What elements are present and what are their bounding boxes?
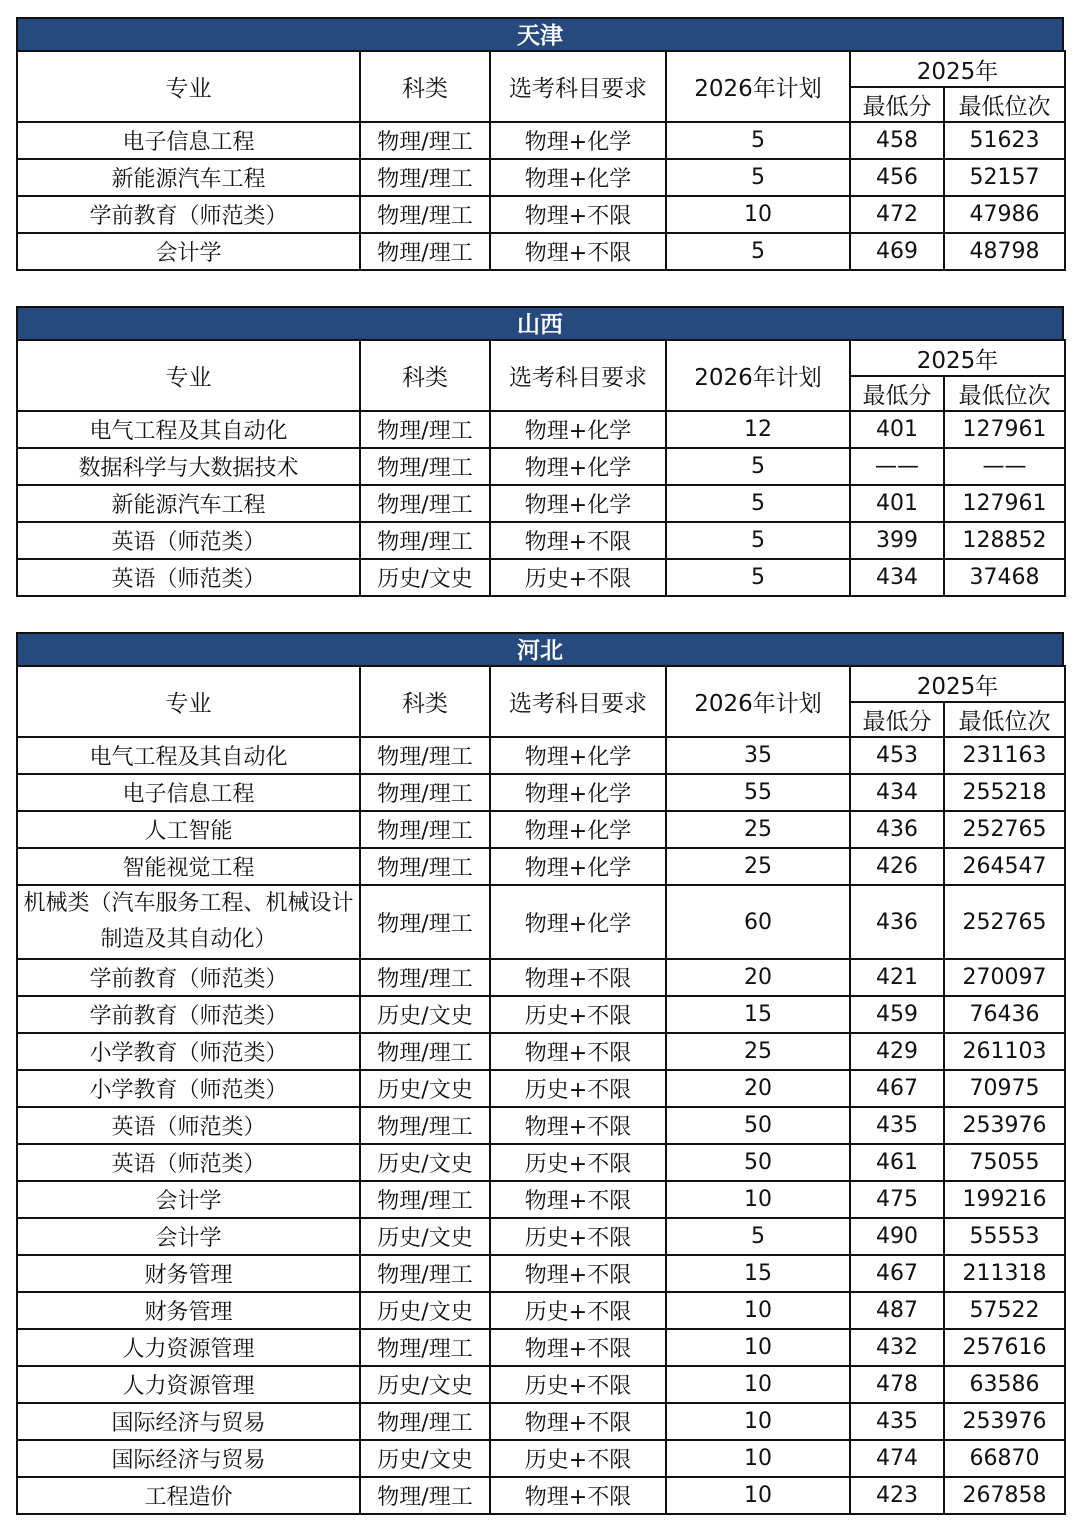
cell-min-score: 401 xyxy=(850,485,944,522)
cell-major: 小学教育（师范类） xyxy=(17,1033,360,1070)
cell-min-score: 435 xyxy=(850,1107,944,1144)
cell-subjects: 物理+化学 xyxy=(490,774,666,811)
cell-major: 会计学 xyxy=(17,1218,360,1255)
header-min-score: 最低分 xyxy=(850,702,944,737)
admission-table xyxy=(16,50,1066,271)
cell-major: 英语（师范类） xyxy=(17,559,360,596)
cell-category: 物理/理工 xyxy=(360,1403,490,1440)
cell-plan: 25 xyxy=(666,811,850,848)
cell-min-rank: 55553 xyxy=(944,1218,1065,1255)
cell-min-score: 475 xyxy=(850,1181,944,1218)
cell-subjects: 历史+不限 xyxy=(490,1070,666,1107)
cell-plan: 15 xyxy=(666,996,850,1033)
cell-min-score: 435 xyxy=(850,1403,944,1440)
table-row xyxy=(17,1329,1065,1366)
cell-min-rank: 252765 xyxy=(944,811,1065,848)
cell-category: 物理/理工 xyxy=(360,1181,490,1218)
cell-plan: 10 xyxy=(666,1440,850,1477)
table-row xyxy=(17,737,1065,774)
header-category: 科类 xyxy=(360,340,490,411)
cell-min-score: 436 xyxy=(850,811,944,848)
cell-major: 电子信息工程 xyxy=(17,122,360,159)
cell-min-rank: 63586 xyxy=(944,1366,1065,1403)
cell-min-score: —— xyxy=(850,448,944,485)
cell-plan: 5 xyxy=(666,522,850,559)
table-header xyxy=(17,340,1065,411)
table-row xyxy=(17,1403,1065,1440)
cell-category: 历史/文史 xyxy=(360,1440,490,1477)
cell-plan: 50 xyxy=(666,1107,850,1144)
cell-major: 英语（师范类） xyxy=(17,1144,360,1181)
cell-category: 物理/理工 xyxy=(360,848,490,885)
cell-subjects: 物理+不限 xyxy=(490,1477,666,1514)
cell-plan: 15 xyxy=(666,1255,850,1292)
table-row xyxy=(17,1255,1065,1292)
cell-major: 学前教育（师范类） xyxy=(17,959,360,996)
cell-category: 物理/理工 xyxy=(360,1329,490,1366)
cell-major: 新能源汽车工程 xyxy=(17,485,360,522)
cell-min-score: 456 xyxy=(850,159,944,196)
cell-plan: 5 xyxy=(666,559,850,596)
cell-category: 历史/文史 xyxy=(360,1218,490,1255)
cell-subjects: 物理+不限 xyxy=(490,1255,666,1292)
cell-min-score: 458 xyxy=(850,122,944,159)
cell-major: 新能源汽车工程 xyxy=(17,159,360,196)
cell-min-rank: 127961 xyxy=(944,411,1065,448)
cell-category: 物理/理工 xyxy=(360,1107,490,1144)
header-year: 2025年 xyxy=(850,340,1065,376)
cell-min-score: 423 xyxy=(850,1477,944,1514)
table-row xyxy=(17,485,1065,522)
cell-plan: 25 xyxy=(666,1033,850,1070)
cell-major: 学前教育（师范类） xyxy=(17,996,360,1033)
cell-major: 电气工程及其自动化 xyxy=(17,737,360,774)
cell-subjects: 物理+不限 xyxy=(490,1181,666,1218)
header-subjects: 选考科目要求 xyxy=(490,51,666,122)
cell-min-rank: 261103 xyxy=(944,1033,1065,1070)
cell-min-rank: 257616 xyxy=(944,1329,1065,1366)
cell-plan: 5 xyxy=(666,122,850,159)
cell-category: 物理/理工 xyxy=(360,122,490,159)
cell-min-rank: 199216 xyxy=(944,1181,1065,1218)
header-major: 专业 xyxy=(17,51,360,122)
cell-category: 物理/理工 xyxy=(360,196,490,233)
table-row xyxy=(17,1107,1065,1144)
cell-major: 工程造价 xyxy=(17,1477,360,1514)
cell-plan: 20 xyxy=(666,959,850,996)
province-table-block xyxy=(16,632,1064,1515)
cell-min-rank: 75055 xyxy=(944,1144,1065,1181)
cell-major: 会计学 xyxy=(17,1181,360,1218)
cell-category: 物理/理工 xyxy=(360,774,490,811)
cell-min-rank: 66870 xyxy=(944,1440,1065,1477)
header-row xyxy=(17,51,1065,87)
cell-min-score: 490 xyxy=(850,1218,944,1255)
cell-subjects: 物理+不限 xyxy=(490,522,666,559)
cell-plan: 10 xyxy=(666,1403,850,1440)
province-title: 河北 xyxy=(16,632,1064,665)
table-row xyxy=(17,233,1065,270)
cell-min-rank: 211318 xyxy=(944,1255,1065,1292)
cell-subjects: 物理+不限 xyxy=(490,233,666,270)
cell-min-rank: 37468 xyxy=(944,559,1065,596)
cell-category: 历史/文史 xyxy=(360,559,490,596)
province-title: 山西 xyxy=(16,306,1064,339)
cell-min-rank: 267858 xyxy=(944,1477,1065,1514)
cell-plan: 10 xyxy=(666,1181,850,1218)
table-row xyxy=(17,1440,1065,1477)
cell-category: 历史/文史 xyxy=(360,996,490,1033)
cell-major: 英语（师范类） xyxy=(17,522,360,559)
header-min-rank: 最低位次 xyxy=(944,376,1065,411)
cell-major: 国际经济与贸易 xyxy=(17,1403,360,1440)
cell-category: 物理/理工 xyxy=(360,959,490,996)
cell-min-rank: 253976 xyxy=(944,1403,1065,1440)
cell-min-rank: 270097 xyxy=(944,959,1065,996)
cell-min-score: 478 xyxy=(850,1366,944,1403)
cell-plan: 20 xyxy=(666,1070,850,1107)
header-category: 科类 xyxy=(360,666,490,737)
table-row xyxy=(17,1218,1065,1255)
cell-major: 机械类（汽车服务工程、机械设计制造及其自动化） xyxy=(17,885,360,959)
table-row xyxy=(17,1181,1065,1218)
cell-min-score: 487 xyxy=(850,1292,944,1329)
cell-category: 历史/文史 xyxy=(360,1144,490,1181)
cell-subjects: 历史+不限 xyxy=(490,1218,666,1255)
cell-category: 物理/理工 xyxy=(360,485,490,522)
table-row xyxy=(17,959,1065,996)
cell-plan: 50 xyxy=(666,1144,850,1181)
cell-subjects: 历史+不限 xyxy=(490,1366,666,1403)
table-row xyxy=(17,1033,1065,1070)
header-min-rank: 最低位次 xyxy=(944,702,1065,737)
header-plan: 2026年计划 xyxy=(666,51,850,122)
cell-subjects: 历史+不限 xyxy=(490,996,666,1033)
cell-major: 财务管理 xyxy=(17,1292,360,1329)
header-min-score: 最低分 xyxy=(850,87,944,122)
table-row xyxy=(17,811,1065,848)
cell-plan: 55 xyxy=(666,774,850,811)
header-category: 科类 xyxy=(360,51,490,122)
cell-min-score: 467 xyxy=(850,1255,944,1292)
cell-min-rank: 76436 xyxy=(944,996,1065,1033)
header-subjects: 选考科目要求 xyxy=(490,340,666,411)
cell-major: 会计学 xyxy=(17,233,360,270)
cell-category: 物理/理工 xyxy=(360,1033,490,1070)
cell-subjects: 物理+化学 xyxy=(490,885,666,959)
cell-subjects: 物理+化学 xyxy=(490,122,666,159)
cell-subjects: 物理+化学 xyxy=(490,159,666,196)
cell-subjects: 物理+化学 xyxy=(490,737,666,774)
table-row xyxy=(17,1144,1065,1181)
cell-plan: 5 xyxy=(666,233,850,270)
cell-subjects: 历史+不限 xyxy=(490,1440,666,1477)
header-year: 2025年 xyxy=(850,666,1065,702)
cell-category: 历史/文史 xyxy=(360,1292,490,1329)
cell-subjects: 物理+化学 xyxy=(490,448,666,485)
cell-min-score: 474 xyxy=(850,1440,944,1477)
cell-plan: 60 xyxy=(666,885,850,959)
province-table-block xyxy=(16,306,1064,597)
cell-major: 人力资源管理 xyxy=(17,1366,360,1403)
cell-subjects: 物理+不限 xyxy=(490,1033,666,1070)
cell-subjects: 历史+不限 xyxy=(490,1144,666,1181)
cell-major: 学前教育（师范类） xyxy=(17,196,360,233)
cell-min-rank: 253976 xyxy=(944,1107,1065,1144)
cell-category: 物理/理工 xyxy=(360,885,490,959)
header-min-rank: 最低位次 xyxy=(944,87,1065,122)
table-header xyxy=(17,51,1065,122)
province-title: 天津 xyxy=(16,17,1064,50)
cell-min-rank: 48798 xyxy=(944,233,1065,270)
cell-min-score: 467 xyxy=(850,1070,944,1107)
cell-subjects: 历史+不限 xyxy=(490,1292,666,1329)
cell-major: 财务管理 xyxy=(17,1255,360,1292)
cell-subjects: 物理+不限 xyxy=(490,1329,666,1366)
header-row xyxy=(17,340,1065,376)
cell-category: 历史/文史 xyxy=(360,1070,490,1107)
cell-min-rank: 51623 xyxy=(944,122,1065,159)
table-row xyxy=(17,1292,1065,1329)
cell-min-rank: 231163 xyxy=(944,737,1065,774)
table-row xyxy=(17,774,1065,811)
cell-category: 物理/理工 xyxy=(360,1255,490,1292)
cell-min-score: 432 xyxy=(850,1329,944,1366)
cell-min-score: 401 xyxy=(850,411,944,448)
cell-min-score: 472 xyxy=(850,196,944,233)
cell-min-score: 434 xyxy=(850,559,944,596)
cell-category: 物理/理工 xyxy=(360,448,490,485)
cell-min-score: 436 xyxy=(850,885,944,959)
header-plan: 2026年计划 xyxy=(666,340,850,411)
cell-major: 数据科学与大数据技术 xyxy=(17,448,360,485)
header-min-score: 最低分 xyxy=(850,376,944,411)
cell-major: 国际经济与贸易 xyxy=(17,1440,360,1477)
province-table-block xyxy=(16,17,1064,271)
cell-min-score: 426 xyxy=(850,848,944,885)
table-row xyxy=(17,159,1065,196)
cell-major: 小学教育（师范类） xyxy=(17,1070,360,1107)
cell-min-rank: 252765 xyxy=(944,885,1065,959)
cell-major: 电子信息工程 xyxy=(17,774,360,811)
table-row xyxy=(17,448,1065,485)
cell-min-rank: 57522 xyxy=(944,1292,1065,1329)
header-year: 2025年 xyxy=(850,51,1065,87)
cell-subjects: 物理+化学 xyxy=(490,811,666,848)
cell-min-score: 459 xyxy=(850,996,944,1033)
cell-min-score: 453 xyxy=(850,737,944,774)
cell-plan: 35 xyxy=(666,737,850,774)
cell-min-rank: 128852 xyxy=(944,522,1065,559)
admission-table xyxy=(16,339,1066,597)
cell-subjects: 物理+不限 xyxy=(490,1403,666,1440)
table-row xyxy=(17,1366,1065,1403)
cell-major: 智能视觉工程 xyxy=(17,848,360,885)
cell-min-rank: —— xyxy=(944,448,1065,485)
cell-min-score: 421 xyxy=(850,959,944,996)
table-row xyxy=(17,411,1065,448)
header-plan: 2026年计划 xyxy=(666,666,850,737)
cell-plan: 5 xyxy=(666,485,850,522)
cell-plan: 10 xyxy=(666,1329,850,1366)
cell-min-rank: 264547 xyxy=(944,848,1065,885)
cell-plan: 10 xyxy=(666,1366,850,1403)
cell-plan: 5 xyxy=(666,448,850,485)
cell-plan: 25 xyxy=(666,848,850,885)
header-major: 专业 xyxy=(17,340,360,411)
cell-subjects: 物理+化学 xyxy=(490,848,666,885)
table-row xyxy=(17,522,1065,559)
cell-category: 物理/理工 xyxy=(360,522,490,559)
cell-min-rank: 127961 xyxy=(944,485,1065,522)
table-row xyxy=(17,1070,1065,1107)
cell-subjects: 历史+不限 xyxy=(490,559,666,596)
table-body xyxy=(17,411,1065,596)
header-row xyxy=(17,666,1065,702)
cell-min-rank: 52157 xyxy=(944,159,1065,196)
cell-category: 物理/理工 xyxy=(360,159,490,196)
table-header xyxy=(17,666,1065,737)
cell-category: 物理/理工 xyxy=(360,1477,490,1514)
table-row xyxy=(17,559,1065,596)
cell-plan: 12 xyxy=(666,411,850,448)
cell-min-rank: 255218 xyxy=(944,774,1065,811)
cell-min-score: 434 xyxy=(850,774,944,811)
admission-table xyxy=(16,665,1066,1515)
table-row xyxy=(17,122,1065,159)
cell-plan: 10 xyxy=(666,196,850,233)
cell-major: 电气工程及其自动化 xyxy=(17,411,360,448)
cell-plan: 5 xyxy=(666,159,850,196)
header-major: 专业 xyxy=(17,666,360,737)
cell-subjects: 物理+化学 xyxy=(490,485,666,522)
cell-plan: 5 xyxy=(666,1218,850,1255)
table-row xyxy=(17,196,1065,233)
cell-category: 历史/文史 xyxy=(360,1366,490,1403)
cell-plan: 10 xyxy=(666,1477,850,1514)
cell-major: 英语（师范类） xyxy=(17,1107,360,1144)
cell-min-rank: 70975 xyxy=(944,1070,1065,1107)
table-body xyxy=(17,737,1065,1514)
table-row xyxy=(17,996,1065,1033)
cell-major: 人工智能 xyxy=(17,811,360,848)
cell-subjects: 物理+不限 xyxy=(490,196,666,233)
cell-category: 物理/理工 xyxy=(360,811,490,848)
cell-subjects: 物理+化学 xyxy=(490,411,666,448)
cell-category: 物理/理工 xyxy=(360,411,490,448)
cell-min-score: 461 xyxy=(850,1144,944,1181)
cell-subjects: 物理+不限 xyxy=(490,1107,666,1144)
table-body xyxy=(17,122,1065,270)
cell-major: 人力资源管理 xyxy=(17,1329,360,1366)
cell-plan: 10 xyxy=(666,1292,850,1329)
table-row xyxy=(17,1477,1065,1514)
table-row xyxy=(17,848,1065,885)
cell-category: 物理/理工 xyxy=(360,233,490,270)
cell-min-score: 429 xyxy=(850,1033,944,1070)
header-subjects: 选考科目要求 xyxy=(490,666,666,737)
cell-min-rank: 47986 xyxy=(944,196,1065,233)
cell-category: 物理/理工 xyxy=(360,737,490,774)
cell-min-score: 469 xyxy=(850,233,944,270)
cell-subjects: 物理+不限 xyxy=(490,959,666,996)
cell-min-score: 399 xyxy=(850,522,944,559)
table-row xyxy=(17,885,1065,959)
